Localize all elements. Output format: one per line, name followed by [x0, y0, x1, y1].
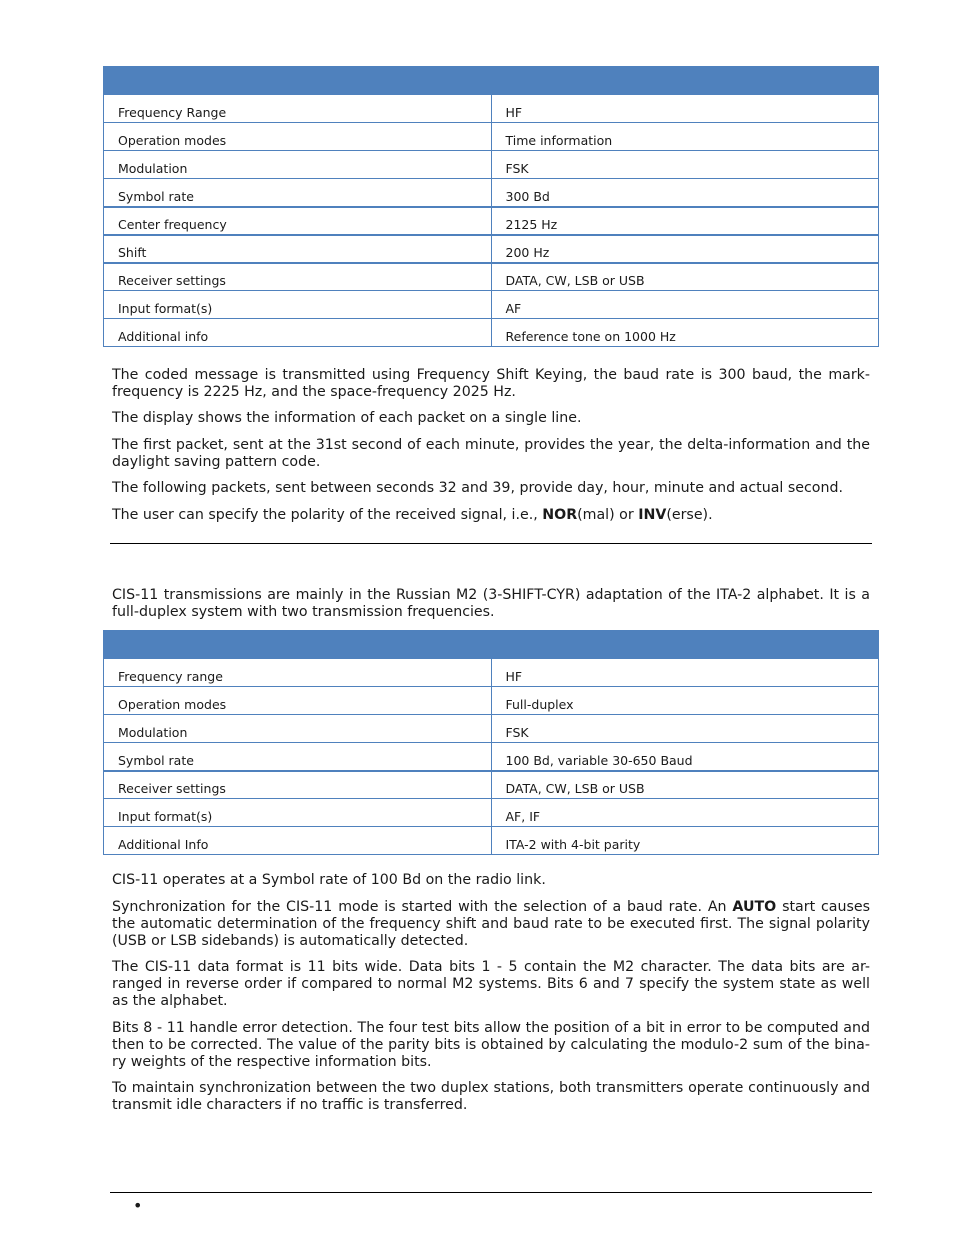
- paragraph-duplex-sync: To maintain synchronization between the two duplex stations, both transmitters operate continuously and transmit idle characters if no traffic is transferred.: [112, 1080, 870, 1113]
- table-row: [104, 715, 879, 743]
- spec-value: FSK: [491, 151, 879, 179]
- spec-label: Input format(s): [104, 799, 492, 827]
- paragraph-error-detection: Bits 8 - 11 handle error detection. The four test bits allow the position of a bit in error to be computed and then to be corrected. The value of the parity bits is obtained by calculating the modulo-2 sum of the bina-ry weights of the respective information bits.: [112, 1020, 870, 1070]
- spec-value: Full-duplex: [491, 687, 879, 715]
- footer-bullet: •: [133, 1196, 143, 1215]
- spec-value: 100 Bd, variable 30-650 Baud: [491, 743, 879, 771]
- spec-table-2: [103, 630, 879, 855]
- spec-label: Operation modes: [104, 123, 492, 151]
- spec-value: FSK: [491, 715, 879, 743]
- spec-label: Symbol rate: [104, 179, 492, 207]
- table-row: [104, 179, 879, 207]
- spec-label: Frequency range: [104, 659, 492, 687]
- spec-value: AF, IF: [491, 799, 879, 827]
- spec-label: Receiver settings: [104, 771, 492, 799]
- table-row: [104, 659, 879, 687]
- spec-label: Shift: [104, 235, 492, 263]
- table-row: [104, 95, 879, 123]
- spec-value: 200 Hz: [491, 235, 879, 263]
- table-header-row: [104, 631, 879, 659]
- spec-label: Additional Info: [104, 827, 492, 855]
- spec-label: Center frequency: [104, 207, 492, 235]
- spec-value: 2125 Hz: [491, 207, 879, 235]
- table-row: [104, 123, 879, 151]
- spec-label: Modulation: [104, 151, 492, 179]
- paragraph-synchronization: Synchronization for the CIS-11 mode is started with the selection of a baud rate. An AUTO start causes the automatic determination of the frequency shift and baud rate to be executed first. The signal polarity (USB or LSB sidebands) is automatically detected.: [112, 899, 871, 949]
- paragraph-display: The display shows the information of each packet on a single line.: [112, 410, 582, 426]
- table-row: [104, 319, 879, 347]
- spec-value: 300 Bd: [491, 179, 879, 207]
- table-row: [104, 799, 879, 827]
- paragraph-data-format: The CIS-11 data format is 11 bits wide. Data bits 1 - 5 contain the M2 character. The data bits are ar-ranged in reverse order if compared to normal M2 systems. Bits 6 and 7 specify the system state as well as the alphabet.: [112, 959, 870, 1009]
- spec-value: DATA, CW, LSB or USB: [491, 771, 879, 799]
- table-header-row: [104, 67, 879, 95]
- paragraph-fsk: The coded message is transmitted using Frequency Shift Keying, the baud rate is 300 baud, the mark-frequency is 2225 Hz, and the space-frequency 2025 Hz.: [112, 367, 870, 400]
- table-row: [104, 291, 879, 319]
- inv-keyword: INV: [638, 507, 667, 523]
- footer-divider: [110, 1192, 872, 1193]
- table-row: [104, 687, 879, 715]
- spec-value: AF: [491, 291, 879, 319]
- table-row: [104, 827, 879, 855]
- table-row: [104, 151, 879, 179]
- table-row: [104, 207, 879, 235]
- auto-keyword: AUTO: [732, 899, 777, 915]
- table-row: [104, 771, 879, 799]
- spec-value: ITA-2 with 4-bit parity: [491, 827, 879, 855]
- paragraph-following-packets: The following packets, sent between seconds 32 and 39, provide day, hour, minute and actual second.: [112, 480, 843, 496]
- paragraph-symbol-rate: CIS-11 operates at a Symbol rate of 100 Bd on the radio link.: [112, 872, 546, 888]
- paragraph-polarity: The user can specify the polarity of the received signal, i.e., NOR(mal) or INV(erse).: [112, 507, 713, 523]
- nor-keyword: NOR: [542, 507, 578, 523]
- spec-value: DATA, CW, LSB or USB: [491, 263, 879, 291]
- spec-label: Receiver settings: [104, 263, 492, 291]
- spec-table-1: [103, 66, 879, 347]
- spec-value: HF: [491, 659, 879, 687]
- spec-label: Symbol rate: [104, 743, 492, 771]
- spec-value: Time information: [491, 123, 879, 151]
- spec-value: Reference tone on 1000 Hz: [491, 319, 879, 347]
- paragraph-cis11-intro: CIS-11 transmissions are mainly in the Russian M2 (3-SHIFT-CYR) adaptation of the ITA-2 alphabet. It is a full-duplex system with two transmission frequencies.: [112, 587, 870, 620]
- paragraph-first-packet: The first packet, sent at the 31st second of each minute, provides the year, the delta-information and the daylight saving pattern code.: [112, 437, 870, 470]
- spec-label: Modulation: [104, 715, 492, 743]
- table-row: [104, 263, 879, 291]
- spec-label: Operation modes: [104, 687, 492, 715]
- spec-label: Input format(s): [104, 291, 492, 319]
- table-row: [104, 235, 879, 263]
- spec-label: Additional info: [104, 319, 492, 347]
- table-row: [104, 743, 879, 771]
- section-divider: [110, 543, 872, 544]
- spec-label: Frequency Range: [104, 95, 492, 123]
- spec-value: HF: [491, 95, 879, 123]
